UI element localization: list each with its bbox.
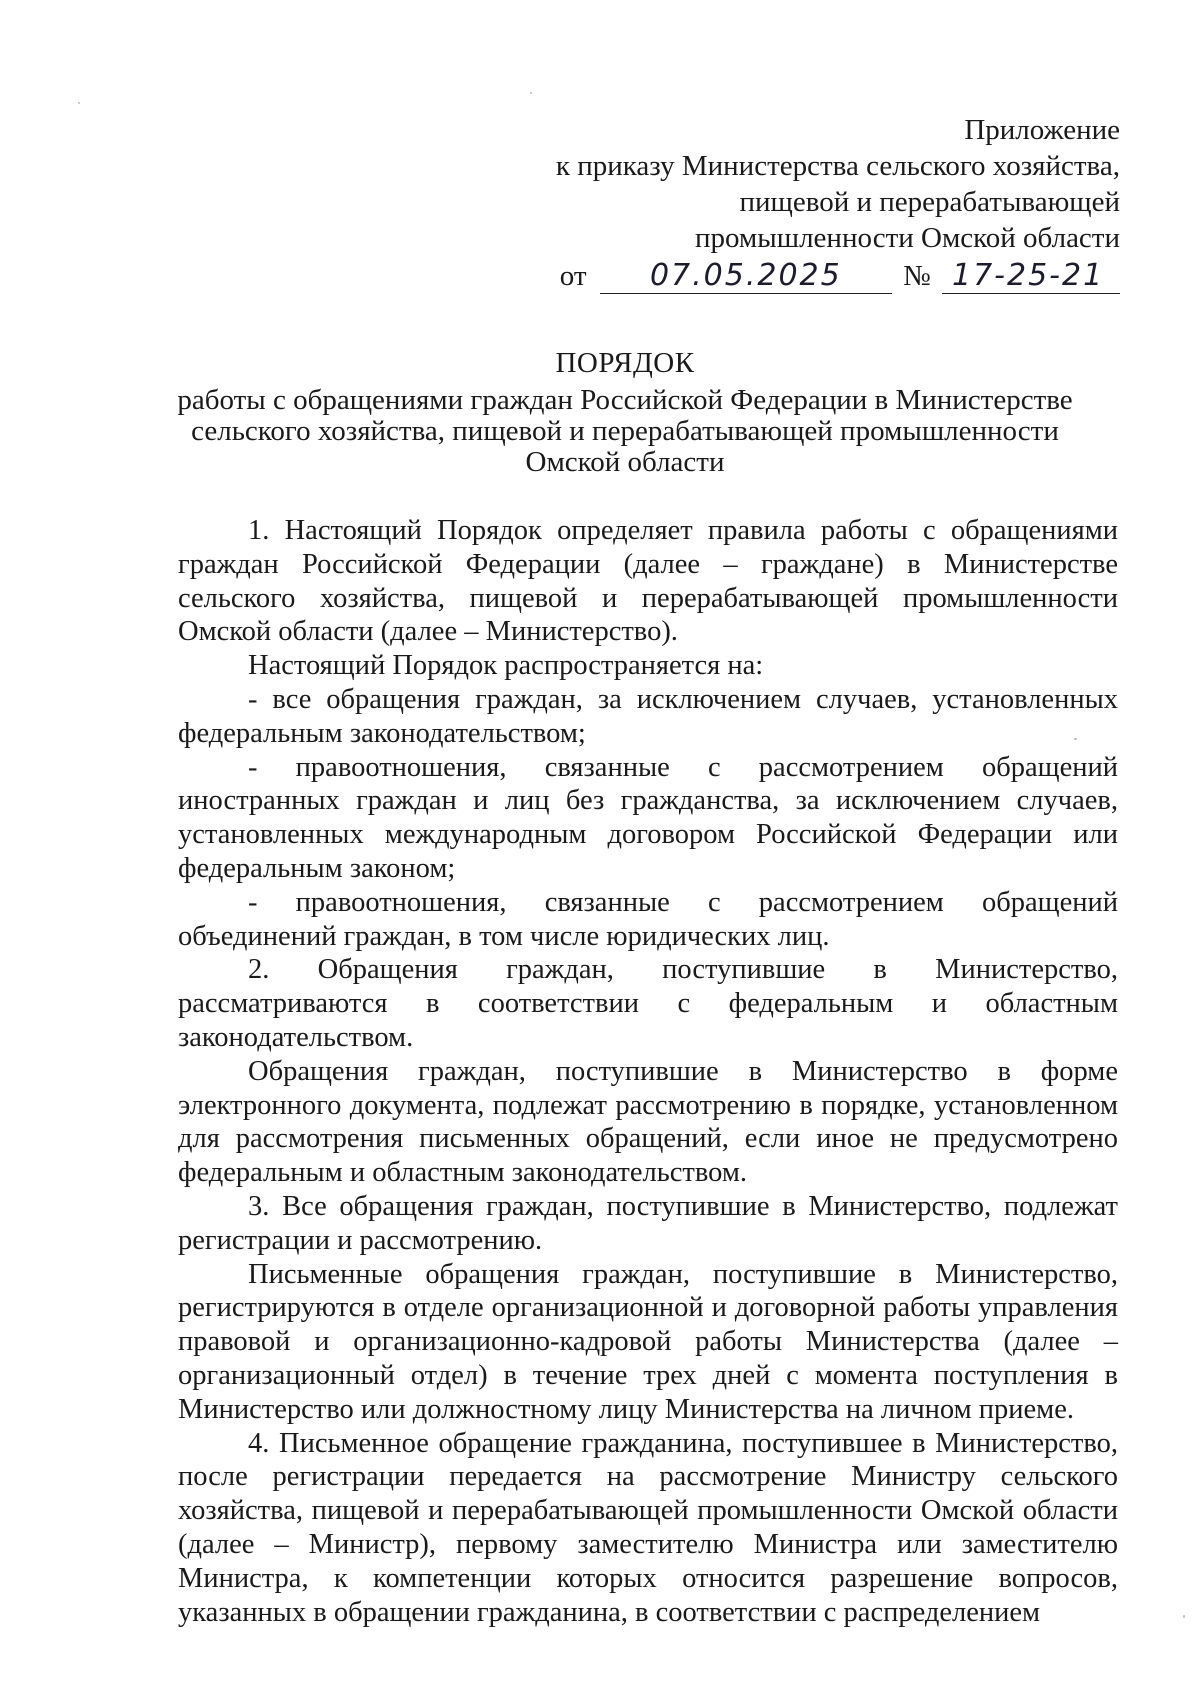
number-label: № bbox=[903, 260, 931, 292]
appendix-date-number-line bbox=[480, 258, 1120, 294]
from-label: от bbox=[559, 260, 587, 292]
scan-speck bbox=[530, 92, 532, 94]
paragraph-scope-item-3: - правоотношения, связанные с рассмотрением обращений объединений граждан, в том числе юридических лиц. bbox=[178, 886, 1118, 952]
handwritten-date: 07.05.2025 bbox=[600, 259, 892, 294]
document-body bbox=[178, 514, 1118, 1629]
paragraph-1: 1. Настоящий Порядок определяет правила работы с обращениями граждан Российской Федерации (далее – граждане) в Министерстве сельского хозяйства, пищевой и перерабатывающей промышленности Омской области (далее – Министерство). bbox=[178, 515, 1118, 648]
paragraph-scope: Настоящий Порядок распространяется на: bbox=[248, 650, 764, 682]
appendix-order-line: к приказу Министерства сельского хозяйства, bbox=[555, 150, 1120, 182]
title-heading: ПОРЯДОК bbox=[555, 347, 695, 379]
scan-speck bbox=[1183, 1615, 1185, 1618]
scan-speck bbox=[1074, 738, 1077, 740]
paragraph-2-electronic: Обращения граждан, поступившие в Министерство в форме электронного документа, подлежат рассмотрению в порядке, установленном для рассмотрения письменных обращений, если иное не предусмотрено федеральным и областным законодательством. bbox=[178, 1055, 1118, 1189]
title-line-2: сельского хозяйства, пищевой и перерабатывающей промышленности bbox=[191, 415, 1059, 447]
paragraph-scope-item-1: - все обращения граждан, за исключением случаев, установленных федеральным законодательством; bbox=[178, 683, 1118, 749]
appendix-region-line: промышленности Омской области bbox=[694, 222, 1120, 254]
scan-speck bbox=[78, 102, 80, 104]
paragraph-2: 2. Обращения граждан, поступившие в Министерство, рассматриваются в соответствии с федеральным и областным законодательством. bbox=[178, 954, 1118, 1053]
paragraph-4: 4. Письменное обращение гражданина, поступившее в Министерство, после регистрации передается на рассмотрение Министру сельского хозяйства, пищевой и перерабатывающей промышленности Омской области (далее – Министр), первому заместителю Министра или заместителю Министра, к компетенции которых относится разрешение вопросов, указанных в обращении гражданина, в соответствии с распределением bbox=[178, 1427, 1118, 1628]
handwritten-number: 17-25-21 bbox=[942, 259, 1120, 294]
appendix-title: Приложение bbox=[964, 114, 1120, 146]
paragraph-3: 3. Все обращения граждан, поступившие в Министерство, подлежат регистрации и рассмотрению. bbox=[178, 1190, 1118, 1256]
document-title bbox=[160, 348, 1090, 478]
appendix-block bbox=[480, 112, 1120, 294]
paragraph-scope-item-2: - правоотношения, связанные с рассмотрением обращений иностранных граждан и лиц без гражданства, за исключением случаев, установленных международным договором Российской Федерации или федеральным законом; bbox=[178, 751, 1118, 884]
title-line-1: работы с обращениями граждан Российской Федерации в Министерстве bbox=[177, 384, 1073, 416]
paragraph-3-registration: Письменные обращения граждан, поступившие в Министерство, регистрируются в отделе организационной и договорной работы управления правовой и организационно-кадровой работы Министерства (далее – организационный отдел) в течение трех дней с момента поступления в Министерство или должностному лицу Министерства на личном приеме. bbox=[178, 1258, 1118, 1425]
appendix-ministry-line: пищевой и перерабатывающей bbox=[739, 186, 1120, 218]
title-line-3: Омской области bbox=[525, 446, 725, 478]
